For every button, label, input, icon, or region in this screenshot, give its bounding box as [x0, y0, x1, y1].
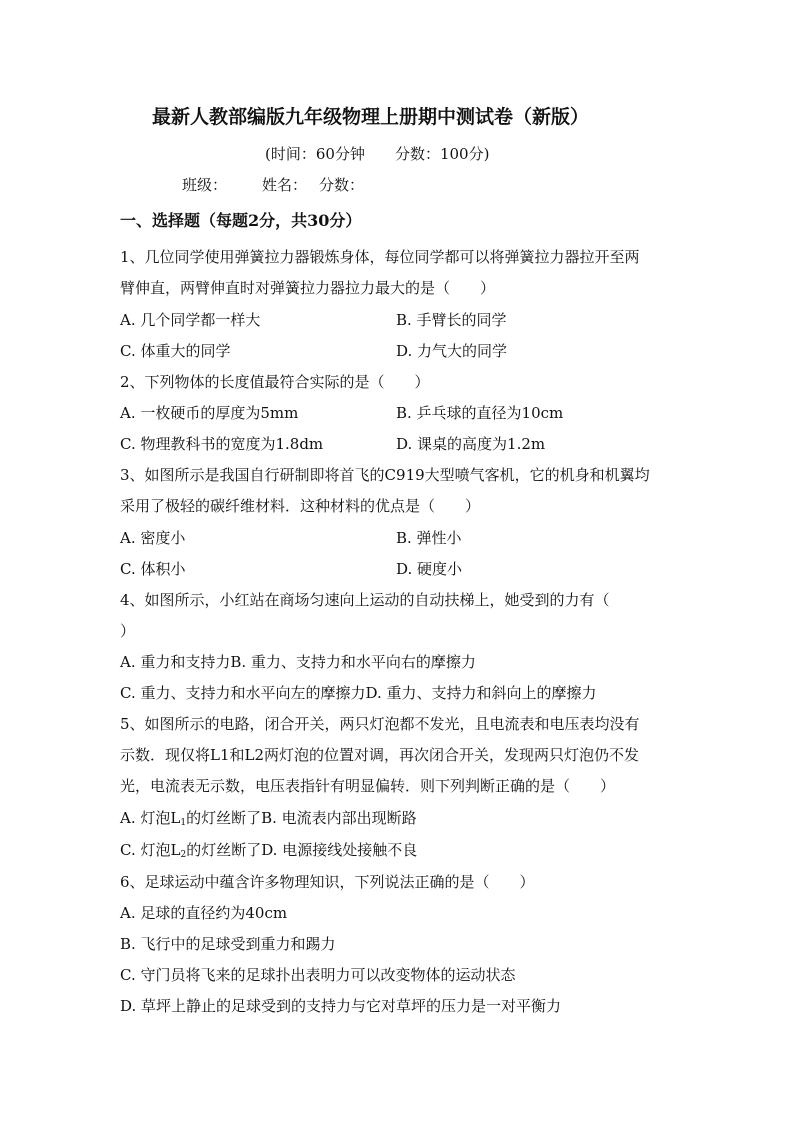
q3-option-c: C. 体积小 [120, 560, 186, 578]
q2-option-c: C. 物理教科书的宽度为1.8dm [120, 435, 324, 453]
q3-options-row1 [120, 528, 462, 548]
q1-option-a: A. 几个同学都一样大 [120, 311, 261, 329]
q5-option-a-subscript: 1 [180, 818, 187, 828]
section-heading: 一、选择题（每题2分，共30分） [120, 211, 362, 230]
q5-option-a-prefix: A. 灯泡L [120, 809, 181, 827]
score-label: 分数： [319, 176, 365, 194]
q1-options-row1 [120, 310, 507, 330]
q5-stem-line2: 示数．现仅将L1和L2两灯泡的位置对调，再次闭合开关，发现两只灯泡仍不发 [120, 746, 640, 764]
q6-option-d: D. 草坪上静止的足球受到的支持力与它对草坪的压力是一对平衡力 [120, 997, 562, 1015]
q6-stem: 6、足球运动中蕴含许多物理知识，下列说法正确的是（ ） [120, 873, 535, 891]
page-title: 最新人教部编版九年级物理上册期中测试卷（新版） [152, 106, 590, 128]
q5-stem-line3: 光，电流表无示数，电压表指针有明显偏转．则下列判断正确的是（ ） [120, 777, 616, 795]
q5-option-c-rest: 的灯丝断了D. 电源接线处接触不良 [186, 841, 418, 859]
q1-option-d: D. 力气大的同学 [396, 342, 508, 360]
q6-option-c: C. 守门员将飞来的足球扑出表明力可以改变物体的运动状态 [120, 966, 516, 984]
q4-stem-line2: ） [120, 622, 136, 640]
q5-option-a-rest: 的灯丝断了B. 电流表内部出现断路 [186, 809, 417, 827]
class-label: 班级： [182, 176, 228, 194]
q1-option-c: C. 体重大的同学 [120, 342, 231, 360]
q1-stem-line2: 臂伸直，两臂伸直时对弹簧拉力器拉力最大的是（ ） [120, 279, 496, 297]
q4-options-cd: C. 重力、支持力和水平向左的摩擦力D. 重力、支持力和斜向上的摩擦力 [120, 684, 597, 702]
q2-options-row1 [120, 403, 564, 423]
q1-stem-line1: 1、几位同学使用弹簧拉力器锻炼身体，每位同学都可以将弹簧拉力器拉开至两 [120, 248, 640, 266]
q3-option-b: B. 弹性小 [396, 529, 462, 547]
q3-option-a: A. 密度小 [120, 529, 186, 547]
q3-option-d: D. 硬度小 [396, 560, 463, 578]
q5-stem-line1: 5、如图所示的电路，闭合开关，两只灯泡都不发光，且电流表和电压表均没有 [120, 715, 640, 733]
q6-option-a: A. 足球的直径约为40cm [120, 904, 288, 922]
q3-options-row2 [120, 559, 463, 579]
q5-options-ab [120, 808, 417, 833]
q1-option-b: B. 手臂长的同学 [396, 311, 507, 329]
q1-options-row2 [120, 341, 508, 361]
q6-option-b: B. 飞行中的足球受到重力和踢力 [120, 935, 336, 953]
q2-option-d: D. 课桌的高度为1.2m [396, 435, 546, 453]
q5-option-c-prefix: C. 灯泡L [120, 841, 181, 859]
time-score-info: (时间：60分钟 分数：100分) [265, 145, 490, 163]
q2-option-a: A. 一枚硬币的厚度为5mm [120, 404, 299, 422]
q3-stem-line1: 3、如图所示是我国自行研制即将首飞的C919大型喷气客机，它的机身和机翼均 [120, 466, 650, 484]
q3-stem-line2: 采用了极轻的碳纤维材料．这种材料的优点是（ ） [120, 497, 481, 515]
q4-stem-line1: 4、如图所示，小红站在商场匀速向上运动的自动扶梯上，她受到的力有（ [120, 591, 610, 609]
q2-stem: 2、下列物体的长度值最符合实际的是（ ） [120, 373, 430, 391]
q2-options-row2 [120, 434, 546, 454]
name-label: 姓名： [262, 176, 308, 194]
q5-option-c-subscript: 2 [180, 850, 187, 860]
q5-options-cd [120, 840, 417, 865]
q4-options-ab: A. 重力和支持力B. 重力、支持力和水平向右的摩擦力 [120, 653, 476, 671]
q2-option-b: B. 乒乓球的直径为10cm [396, 404, 564, 422]
